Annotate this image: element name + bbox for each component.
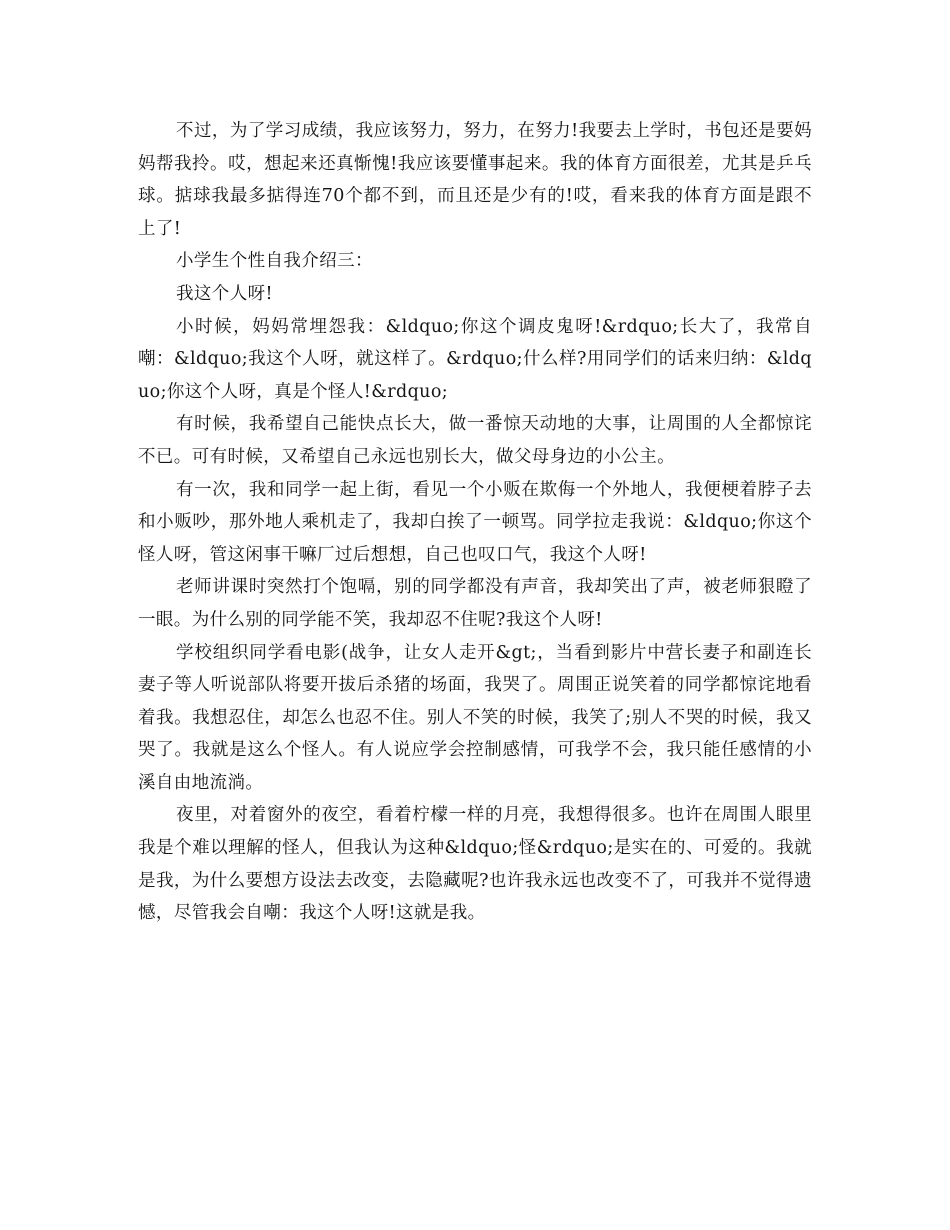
section-heading: 小学生个性自我介绍三： bbox=[176, 251, 373, 272]
paragraph-growing-up: 有时候，我希望自己能快点长大，做一番惊天动地的大事，让周围的人全都惊诧不已。可有时候，又希望自己永远也别长大，做父母身边的小公主。 bbox=[138, 414, 812, 467]
paragraph-study-sports: 不过，为了学习成绩，我应该努力，努力，在努力!我要去上学时，书包还是要妈妈帮我拎。哎，想起来还真惭愧!我应该要懂事起来。我的体育方面很差，尤其是乒乓球。掂球我最多掂得连70个都不到，而且还是少有的!哎，看来我的体育方面是跟不上了! bbox=[138, 121, 812, 239]
paragraph-movie: 学校组织同学看电影(战争，让女人走开&gt;，当看到影片中营长妻子和副连长妻子等人听说部队将要开拔后杀猪的场面，我哭了。周围正说笑着的同学都惊诧地看着我。我想忍住，却怎么也忍不住。别人不笑的时候，我笑了;别人不哭的时候，我又哭了。我就是这么个怪人。有人说应学会控制感情，可我学不会，我只能任感情的小溪自由地流淌。 bbox=[138, 642, 812, 793]
paragraph-street-incident: 有一次，我和同学一起上街，看见一个小贩在欺侮一个外地人，我便梗着脖子去和小贩吵，那外地人乘机走了，我却白挨了一顿骂。同学拉走我说：&ldquo;你这个怪人呀，管这闲事干嘛厂过后想想，自己也叹口气，我这个人呀! bbox=[138, 479, 812, 565]
paragraph-night: 夜里，对着窗外的夜空，看着柠檬一样的月亮，我想得很多。也许在周围人眼里我是个难以理解的怪人，但我认为这种&ldquo;怪&rdquo;是实在的、可爱的。我就是我，为什么要想方设法去改变，去隐藏呢?也许我永远也改变不了，可我并不觉得遗憾，尽管我会自嘲：我这个人呀!这就是我。 bbox=[138, 805, 812, 924]
paragraph-teacher-burp: 老师讲课时突然打个饱嗝，别的同学都没有声音，我却笑出了声，被老师狠瞪了一眼。为什么别的同学能不笑，我却忍不住呢?我这个人呀! bbox=[138, 577, 812, 630]
document-body bbox=[138, 115, 812, 930]
essay-title: 我这个人呀! bbox=[176, 283, 273, 304]
paragraph-childhood: 小时候，妈妈常埋怨我：&ldquo;你这个调皮鬼呀!&rdquo;长大了，我常自嘲：&ldquo;我这个人呀，就这样了。&rdquo;什么样?用同学们的话来归纳：&ldquo;你这个人呀，真是个怪人!&rdquo; bbox=[138, 316, 812, 402]
